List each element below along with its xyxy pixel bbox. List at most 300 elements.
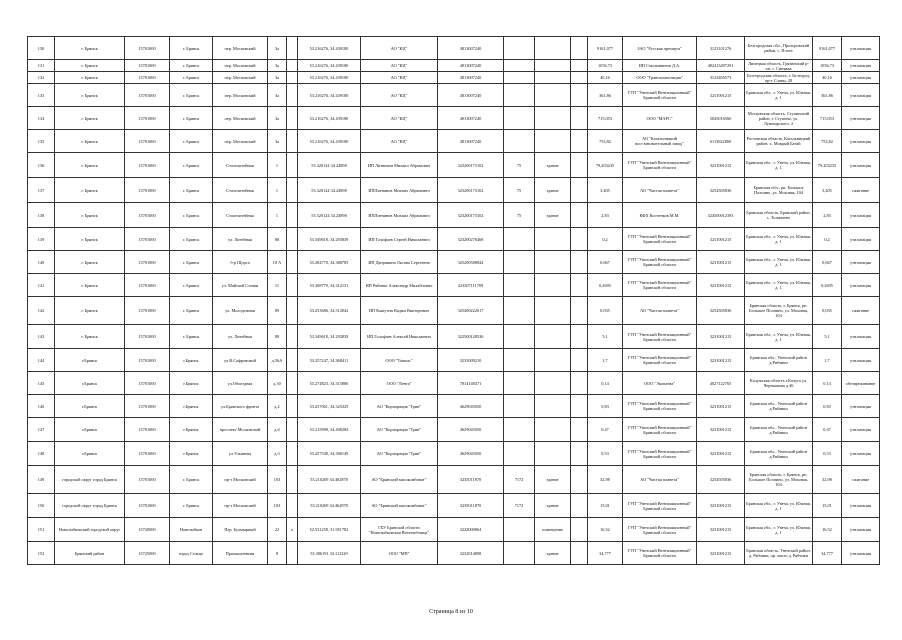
receiver-address-cell: Брянская обл., г. Унеча, ул. Южная, д. 1 — [745, 228, 813, 251]
blank-cell-cell — [571, 418, 588, 442]
object-type-cell — [535, 372, 571, 395]
owner-inn-cell: 4629045050 — [438, 395, 504, 418]
transferred-amount-cell: 1,7 — [813, 349, 842, 372]
street-cell: пр-т Московский — [213, 466, 268, 494]
waste-amount-cell: 0,2 — [588, 228, 623, 251]
waste-amount-cell: 15,01 — [588, 494, 623, 518]
area-cell — [504, 372, 535, 395]
coordinates-cell: 53.349618, 34.293839 — [298, 228, 361, 251]
object-type-cell: здание — [535, 494, 571, 518]
handling-type-cell: утилизация — [842, 542, 880, 565]
object-type-cell — [535, 274, 571, 297]
transferred-amount-cell: 0,47 — [813, 418, 842, 442]
table-row — [28, 107, 880, 130]
settlement-cell: г. Брянск — [170, 153, 213, 178]
blank-cell-cell — [571, 228, 588, 251]
row-number-cell: 141 — [28, 274, 55, 297]
row-number-cell: 149 — [28, 466, 55, 494]
row-number-cell: 132 — [28, 72, 55, 84]
building-letter-cell — [287, 466, 298, 494]
row-number-cell: 145 — [28, 372, 55, 395]
transferred-amount-cell: 40,16 — [813, 72, 842, 84]
table-row — [28, 494, 880, 518]
receiver-address-cell: Ростовская область, Кагальницкий район, х. Мокрый Батай — [745, 130, 813, 153]
object-type-cell — [535, 84, 571, 107]
blank-cell-cell — [571, 153, 588, 178]
transferred-amount-cell: 9161,077 — [813, 37, 842, 60]
table-row — [28, 37, 880, 60]
transferred-amount-cell: 32,98 — [813, 466, 842, 494]
receiver-address-cell: Брянская область, г. Брянск, рп. Большое Полпино, ул. Моховая, 104 — [745, 297, 813, 325]
table-body — [28, 37, 880, 565]
receiver-inn-cell: 3254505836 — [697, 466, 745, 494]
row-number-cell: 137 — [28, 178, 55, 203]
handling-type-cell: утилизация — [842, 203, 880, 228]
table-row — [28, 178, 880, 203]
house-number-cell: 3а — [268, 72, 287, 84]
settlement-cell: г.Брянск — [170, 349, 213, 372]
street-cell: ул. Майской Стачки — [213, 274, 268, 297]
settlement-cell: г. Брянск — [170, 84, 213, 107]
municipality-cell: Брянский район — [55, 542, 125, 565]
building-letter-cell — [287, 228, 298, 251]
settlement-cell: г. Брянск — [170, 325, 213, 349]
receiver-inn-cell: 3231001215 — [697, 251, 745, 274]
area-cell — [504, 60, 535, 72]
receiver-inn-cell: 3231001215 — [697, 418, 745, 442]
owner-inn-cell: 4813007240 — [438, 72, 504, 84]
row-number-cell: 130 — [28, 37, 55, 60]
handling-type-cell: утилизация — [842, 37, 880, 60]
owner-inn-cell: 323200276468 — [438, 228, 504, 251]
settlement-cell: г. Брянск — [170, 494, 213, 518]
receiver-inn-cell: 4027122765 — [697, 372, 745, 395]
handling-type-cell: утилизация — [842, 130, 880, 153]
receiver-address-cell: Брянская обл., Унечский район д.Рябчики — [745, 395, 813, 418]
receiver-organization-cell: ГУП "Унечский Вентиляционный" Брянской области — [623, 325, 697, 349]
receiver-organization-cell: АО "Кагальницкий восстановительный завод" — [623, 130, 697, 153]
municipality-cell: г. Брянск — [55, 37, 125, 60]
transferred-amount-cell: 16,52 — [813, 518, 842, 542]
street-cell: ул.Ульянова — [213, 442, 268, 466]
receiver-organization-cell: ГУП "Унечский Вентиляционный" Брянской области — [623, 418, 697, 442]
waste-owner-cell: АО "Брянский мясокомбинат" — [361, 494, 438, 518]
receiver-organization-cell: ГУП "Унечский Вентиляционный" Брянской области — [623, 494, 697, 518]
house-number-cell: 88 — [268, 325, 287, 349]
municipality-cell: городской округ город Брянск — [55, 466, 125, 494]
receiver-organization-cell: АО "Чистая планета" — [623, 466, 697, 494]
waste-owner-cell: АО "КЦ" — [361, 84, 438, 107]
row-number-cell: 134 — [28, 107, 55, 130]
table-row — [28, 518, 880, 542]
oktmo-code-cell: 15701000 — [125, 84, 170, 107]
receiver-inn-cell: 3231001215 — [697, 274, 745, 297]
owner-inn-cell: 4813007240 — [438, 107, 504, 130]
table-row — [28, 72, 880, 84]
owner-inn-cell: 4813007240 — [438, 60, 504, 72]
house-number-cell: д.2 — [268, 395, 287, 418]
building-letter-cell — [287, 130, 298, 153]
receiver-organization-cell: КФХ Костенков М.М. — [623, 203, 697, 228]
receiver-inn-cell: 3231001215 — [697, 325, 745, 349]
settlement-cell: г.Брянск — [170, 395, 213, 418]
waste-owner-cell: ИП Дворянина Оксана Сергеевна — [361, 251, 438, 274]
municipality-cell: г. Брянск — [55, 325, 125, 349]
coordinates-cell: 53.216276, 34.439180 — [298, 60, 361, 72]
house-number-cell: д.4 — [268, 418, 287, 442]
house-number-cell: 3а — [268, 130, 287, 153]
transferred-amount-cell: 1056,73 — [813, 60, 842, 72]
waste-owner-cell: ИПЛитвинов Михаил Абрамович — [361, 203, 438, 228]
receiver-address-cell: Брянская обл., г. Унеча, ул. Южная, д. 1 — [745, 274, 813, 297]
object-type-cell — [535, 251, 571, 274]
waste-owner-cell: ГБУ Брянской области "Новозыбковская Ветлечебница" — [361, 518, 438, 542]
street-cell: пр-т Московский — [213, 494, 268, 518]
table-row — [28, 274, 880, 297]
street-cell: пер. Московский — [213, 37, 268, 60]
receiver-organization-cell: ГУП "Унечский Вентиляционный" Брянской области — [623, 349, 697, 372]
transferred-amount-cell: 0,14 — [813, 372, 842, 395]
street-cell: пер. Московский — [213, 130, 268, 153]
coordinates-cell: 53.253686, 34.512042 — [298, 297, 361, 325]
object-type-cell: здание — [535, 203, 571, 228]
coordinates-cell: 53.215998, 34.408284 — [298, 418, 361, 442]
oktmo-code-cell: 15701000 — [125, 372, 170, 395]
street-cell: пер. Московский — [213, 107, 268, 130]
receiver-organization-cell: ИП Смольянинов Д.А. — [623, 60, 697, 72]
handling-type-cell: утилизация — [842, 518, 880, 542]
object-type-cell: помещение — [535, 518, 571, 542]
coordinates-cell: 53.320124 34.24898 — [298, 203, 361, 228]
municipality-cell: городской округ город Брянск — [55, 494, 125, 518]
object-type-cell — [535, 130, 571, 153]
blank-cell-cell — [571, 130, 588, 153]
waste-amount-cell: 0,667 — [588, 251, 623, 274]
waste-amount-cell: 79,203235 — [588, 153, 623, 178]
row-number-cell: 152 — [28, 542, 55, 565]
house-number-cell: 3а — [268, 60, 287, 72]
area-cell — [504, 228, 535, 251]
row-number-cell: 143 — [28, 325, 55, 349]
street-cell: Промышленная — [213, 542, 268, 565]
table-row — [28, 228, 880, 251]
coordinates-cell: 53.257061, 34.323325 — [298, 395, 361, 418]
transferred-amount-cell: 79,203235 — [813, 153, 842, 178]
street-cell: ул. Литейная — [213, 228, 268, 251]
receiver-address-cell: Брянская обл., Унечский район д.Рябчики — [745, 418, 813, 442]
municipality-cell: г. Брянск — [55, 274, 125, 297]
waste-owner-cell: ИП Голофаев Сергей Николаевич — [361, 228, 438, 251]
waste-owner-cell: АО "Корпорация "Грин" — [361, 418, 438, 442]
transferred-amount-cell: 753,82 — [813, 130, 842, 153]
street-cell: Сталелитейная — [213, 203, 268, 228]
oktmo-code-cell: 15701000 — [125, 395, 170, 418]
area-cell — [504, 297, 535, 325]
street-cell: Сталелитейная — [213, 153, 268, 178]
blank-cell-cell — [571, 107, 588, 130]
area-cell — [504, 418, 535, 442]
object-type-cell — [535, 72, 571, 84]
object-type-cell: здание — [535, 178, 571, 203]
receiver-inn-cell: 3123101276 — [697, 37, 745, 60]
waste-amount-cell: 0,14 — [588, 372, 623, 395]
blank-cell-cell — [571, 60, 588, 72]
house-number-cell: 3а — [268, 107, 287, 130]
owner-inn-cell: 322500128536 — [438, 325, 504, 349]
receiver-address-cell: Брянская обл., Унечский район д.Рябчики — [745, 442, 813, 466]
receiver-inn-cell: 3231001215 — [697, 349, 745, 372]
settlement-cell: г. Брянск — [170, 297, 213, 325]
oktmo-code-cell: 15701000 — [125, 178, 170, 203]
receiver-inn-cell: 3231001215 — [697, 153, 745, 178]
blank-cell-cell — [571, 542, 588, 565]
receiver-address-cell: Брянская область, г. Брянск, рп. Большое Полпино, ул. Моховая, 104 — [745, 466, 813, 494]
transferred-amount-cell: 5,1 — [813, 325, 842, 349]
receiver-inn-cell: 3231001215 — [697, 494, 745, 518]
blank-cell-cell — [571, 442, 588, 466]
building-letter-cell — [287, 395, 298, 418]
register-table-sheet — [27, 36, 879, 565]
oktmo-code-cell: 15701000 — [125, 60, 170, 72]
handling-type-cell: утилизация — [842, 395, 880, 418]
receiver-inn-cell: 3231001215 — [697, 395, 745, 418]
receiver-address-cell: Брянская область, Унечский район, д. Рябчики, пр. около д. Рябчики — [745, 542, 813, 565]
receiver-address-cell: Брянская обл., г. Унеча, ул. Южная, д. 1 — [745, 251, 813, 274]
building-letter-cell: а — [287, 518, 298, 542]
building-letter-cell — [287, 37, 298, 60]
building-letter-cell — [287, 72, 298, 84]
row-number-cell: 142 — [28, 297, 55, 325]
house-number-cell: 8 — [268, 542, 287, 565]
municipality-cell: Новозыбковский городской округ — [55, 518, 125, 542]
receiver-address-cell: Брянская обл., г. Унеча, ул. Южная, д. 1 — [745, 325, 813, 349]
row-number-cell: 148 — [28, 442, 55, 466]
transferred-amount-cell: 0,035 — [813, 297, 842, 325]
waste-owner-cell: АО "Корпорация "Грин" — [361, 442, 438, 466]
receiver-inn-cell: 3231001215 — [697, 84, 745, 107]
blank-cell-cell — [571, 274, 588, 297]
receiver-inn-cell: 3254505836 — [697, 178, 745, 203]
transferred-amount-cell: 0,83 — [813, 395, 842, 418]
settlement-cell: г.Брянск — [170, 418, 213, 442]
waste-owner-cell: ООО "Тонкис" — [361, 349, 438, 372]
blank-cell-cell — [571, 178, 588, 203]
receiver-address-cell: Брянская обл., г. Унеча, ул. Южная, д. 1 — [745, 84, 813, 107]
area-cell — [504, 107, 535, 130]
transferred-amount-cell: 0,2695 — [813, 274, 842, 297]
municipality-cell: г. Брянск — [55, 107, 125, 130]
street-cell: ул. Молодежная — [213, 297, 268, 325]
oktmo-code-cell: 15701000 — [125, 494, 170, 518]
receiver-organization-cell: ЗАО "Русская премиум" — [623, 37, 697, 60]
object-type-cell — [535, 442, 571, 466]
row-number-cell: 144 — [28, 349, 55, 372]
waste-amount-cell: 32,98 — [588, 466, 623, 494]
street-cell: ул.Объездная — [213, 372, 268, 395]
oktmo-code-cell: 15701000 — [125, 153, 170, 178]
receiver-organization-cell: ГУП "Унечский Вентиляционный" Брянской области — [623, 395, 697, 418]
house-number-cell: 3а — [268, 37, 287, 60]
blank-cell-cell — [571, 72, 588, 84]
table-row — [28, 542, 880, 565]
blank-cell-cell — [571, 372, 588, 395]
coordinates-cell: 53.320124 34.24898 — [298, 153, 361, 178]
waste-owner-cell: АО "Брянский мясокомбинат" — [361, 466, 438, 494]
municipality-cell: г. Брянск — [55, 297, 125, 325]
table-row — [28, 442, 880, 466]
waste-amount-cell: 361,86 — [588, 84, 623, 107]
waste-amount-cell: 9161,077 — [588, 37, 623, 60]
municipality-cell: г. Брянск — [55, 130, 125, 153]
owner-inn-cell: 4629045050 — [438, 442, 504, 466]
house-number-cell: д.3 — [268, 442, 287, 466]
receiver-inn-cell: 3231001215 — [697, 228, 745, 251]
object-type-cell — [535, 395, 571, 418]
street-cell: ул.В.Сафроновой — [213, 349, 268, 372]
area-cell: 75 — [504, 153, 535, 178]
receiver-address-cell: Брянская обл., г. Унеча, ул. Южная, д. 1 — [745, 494, 813, 518]
handling-type-cell: утилизация — [842, 349, 880, 372]
house-number-cell: д.56А — [268, 349, 287, 372]
receiver-organization-cell: ГУП "Унечский Вентиляционный" Брянской области — [623, 153, 697, 178]
handling-type-cell: утилизация — [842, 72, 880, 84]
object-type-cell — [535, 325, 571, 349]
receiver-address-cell: Белгородская область, г. Белгород, пр-т Славы, 28 — [745, 72, 813, 84]
receiver-inn-cell: 3231001215 — [697, 442, 745, 466]
receiver-address-cell: Брянская обл., Унечский район д.Рябчики — [745, 349, 813, 372]
handling-type-cell: сжигание — [842, 466, 880, 494]
area-cell — [504, 518, 535, 542]
blank-cell-cell — [571, 325, 588, 349]
area-cell — [504, 72, 535, 84]
building-letter-cell — [287, 84, 298, 107]
handling-type-cell: утилизация — [842, 274, 880, 297]
waste-amount-cell: 1056,73 — [588, 60, 623, 72]
building-letter-cell — [287, 251, 298, 274]
waste-amount-cell: 5,1 — [588, 325, 623, 349]
area-cell — [504, 274, 535, 297]
handling-type-cell: сжигание — [842, 297, 880, 325]
receiver-address-cell: Брянская область, Брянский район, с. Толмачево — [745, 203, 813, 228]
area-cell: 75 — [504, 178, 535, 203]
waste-owner-cell: ИП Кашутин Вадим Викторович — [361, 297, 438, 325]
area-cell — [504, 442, 535, 466]
oktmo-code-cell: 15701000 — [125, 466, 170, 494]
waste-owner-cell: АО "Корпорация "Грин" — [361, 395, 438, 418]
receiver-organization-cell: ГУП "Унечский Вентиляционный" Брянской области — [623, 251, 697, 274]
house-number-cell: 89 — [268, 297, 287, 325]
table-row — [28, 60, 880, 72]
municipality-cell: г.Брянск — [55, 442, 125, 466]
area-cell — [504, 130, 535, 153]
street-cell: б-р Щорса — [213, 251, 268, 274]
street-cell: пер. Московский — [213, 60, 268, 72]
coordinates-cell: 53.284770, 34.388785 — [298, 251, 361, 274]
owner-inn-cell: 4813007240 — [438, 130, 504, 153]
waste-owner-cell: ИП Голофаев Алексей Николаевич — [361, 325, 438, 349]
receiver-address-cell: Белгородская обл., Прохоровский район, с. Плота — [745, 37, 813, 60]
building-letter-cell — [287, 418, 298, 442]
waste-owner-cell: АО "КЦ" — [361, 130, 438, 153]
coordinates-cell: 53.308779, 34.312131 — [298, 274, 361, 297]
handling-type-cell: утилизация — [842, 418, 880, 442]
area-cell: 7172 — [504, 494, 535, 518]
owner-inn-cell: 3235009210 — [438, 349, 504, 372]
transferred-amount-cell: 0,2 — [813, 228, 842, 251]
municipality-cell: г. Брянск — [55, 60, 125, 72]
coordinates-cell: 53.349618, 34.293839 — [298, 325, 361, 349]
waste-amount-cell: 0,53 — [588, 442, 623, 466]
oktmo-code-cell: 15701000 — [125, 251, 170, 274]
handling-type-cell: утилизация — [842, 325, 880, 349]
handling-type-cell: утилизация — [842, 228, 880, 251]
area-cell — [504, 251, 535, 274]
transferred-amount-cell: 34,777 — [813, 542, 842, 565]
municipality-cell: г. Брянск — [55, 84, 125, 107]
receiver-organization-cell: ГУП "Унечский Вентиляционный" Брянской области — [623, 518, 697, 542]
receiver-address-cell: Брянская обл., рп. Большое Полпино, ул. Моховая, 104 — [745, 178, 813, 203]
receiver-inn-cell: 324500012393 — [697, 203, 745, 228]
area-cell — [504, 37, 535, 60]
settlement-cell: г. Брянск — [170, 466, 213, 494]
receiver-address-cell: Московская область, Ступинский район, г. Ступино, ул. Луначарского, 2 — [745, 107, 813, 130]
receiver-address-cell: Калужская область г.Калуга ул. Чернышева д.46 — [745, 372, 813, 395]
owner-inn-cell: 323200173102 — [438, 153, 504, 178]
receiver-organization-cell: ООО "МАРС" — [623, 107, 697, 130]
settlement-cell: г. Брянск — [170, 60, 213, 72]
oktmo-code-cell: 15701000 — [125, 349, 170, 372]
handling-type-cell: утилизация — [842, 84, 880, 107]
house-number-cell: 88 — [268, 228, 287, 251]
object-type-cell — [535, 418, 571, 442]
receiver-organization-cell: ООО "Экопатна" — [623, 372, 697, 395]
object-type-cell — [535, 297, 571, 325]
settlement-cell: г. Брянск — [170, 130, 213, 153]
house-number-cell: 1 — [268, 153, 287, 178]
waste-amount-cell: 2,83 — [588, 203, 623, 228]
row-number-cell: 136 — [28, 153, 55, 178]
transferred-amount-cell: 3,405 — [813, 178, 842, 203]
coordinates-cell: 53.386191 34.112229 — [298, 542, 361, 565]
oktmo-code-cell: 15701000 — [125, 107, 170, 130]
row-number-cell: 135 — [28, 130, 55, 153]
receiver-inn-cell: 3254505836 — [697, 297, 745, 325]
waste-amount-cell: 40,16 — [588, 72, 623, 84]
settlement-cell: г. Брянск — [170, 203, 213, 228]
municipality-cell: г.Брянск — [55, 349, 125, 372]
house-number-cell: 103 — [268, 466, 287, 494]
area-cell — [504, 542, 535, 565]
receiver-organization-cell: ГУП "Унечский Вентиляционный" Брянской области — [623, 542, 697, 565]
oktmo-code-cell: 15701000 — [125, 203, 170, 228]
house-number-cell: 11 — [268, 274, 287, 297]
settlement-cell: г. Брянск — [170, 37, 213, 60]
area-cell: 7172 — [504, 466, 535, 494]
row-number-cell: 150 — [28, 494, 55, 518]
municipality-cell: г. Брянск — [55, 72, 125, 84]
receiver-organization-cell: ГУП "Унечский Вентиляционный" Брянской области — [623, 228, 697, 251]
row-number-cell: 140 — [28, 251, 55, 274]
transferred-amount-cell: 0,667 — [813, 251, 842, 274]
house-number-cell: 103 — [268, 494, 287, 518]
owner-inn-cell: 323200173102 — [438, 178, 504, 203]
coordinates-cell: 53.216276, 34.439180 — [298, 130, 361, 153]
building-letter-cell — [287, 542, 298, 565]
house-number-cell: д.30 — [268, 372, 287, 395]
waste-amount-cell: 34,777 — [588, 542, 623, 565]
page-number: Страница 8 из 10 — [429, 609, 473, 615]
settlement-cell: г. Брянск — [170, 178, 213, 203]
